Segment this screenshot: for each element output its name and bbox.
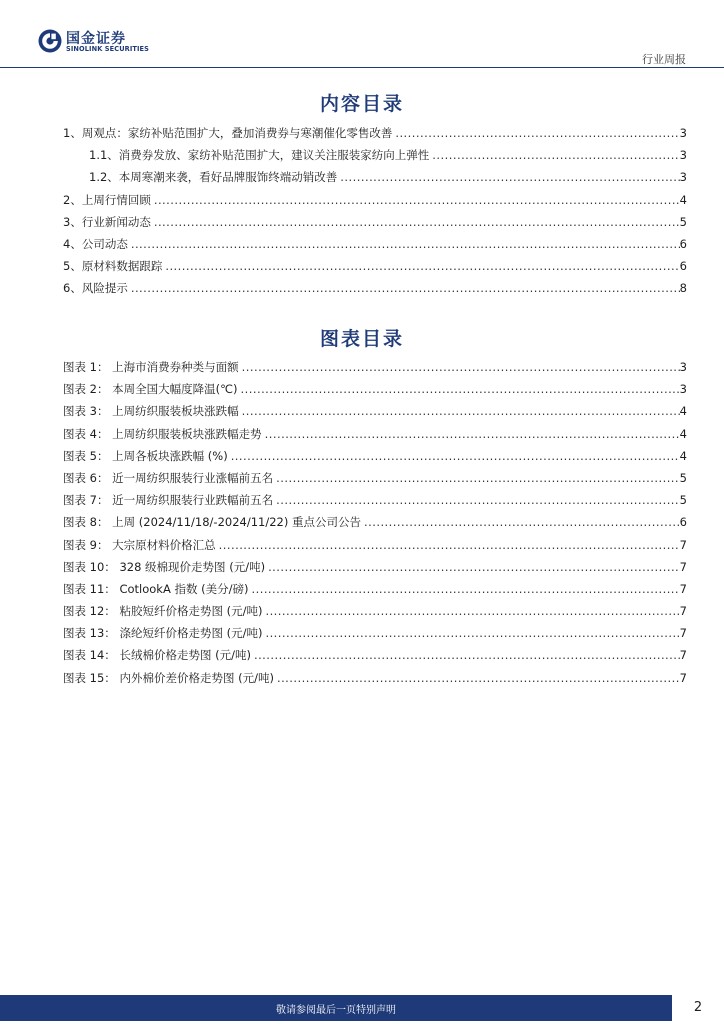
toc-entry-label: 3、行业新闻动态 [63, 214, 151, 229]
report-type-label: 行业周报 [642, 53, 686, 66]
figure-entry-page: 5 [679, 493, 687, 508]
toc-entry-page: 6 [679, 236, 687, 251]
figure-entry[interactable] [63, 625, 687, 647]
figure-entry-page: 4 [679, 404, 687, 419]
dot-leader [151, 193, 680, 207]
page-header [0, 0, 724, 68]
logo-chinese-name: 国金证券 [66, 31, 126, 47]
figure-entry[interactable] [63, 647, 687, 669]
figure-entry-page: 7 [679, 648, 687, 663]
figure-entry[interactable] [63, 470, 687, 492]
figure-entry[interactable] [63, 537, 687, 559]
figure-entry-label: 图表 9： 大宗原材料价格汇总 [63, 537, 216, 552]
toc-entry-page: 3 [679, 126, 687, 140]
figure-entry-label: 图表 2： 本周全国大幅度降温(℃) [63, 382, 238, 397]
toc-entry-label: 4、公司动态 [63, 236, 128, 251]
figure-entry-label: 图表 14： 长绒棉价格走势图 (元/吨) [63, 648, 251, 663]
dot-leader [273, 471, 680, 485]
dot-leader [361, 515, 680, 529]
figure-entry-label: 图表 10： 328 级棉现价走势图 (元/吨) [63, 559, 266, 574]
toc-entry-page: 5 [679, 214, 687, 229]
dot-leader [262, 427, 680, 441]
figure-entry-label: 图表 13： 涤纶短纤价格走势图 (元/吨) [63, 626, 263, 641]
dot-leader [239, 360, 680, 374]
figure-entry-page: 7 [679, 537, 687, 552]
logo-english-name: SINOLINK SECURITIES [66, 45, 149, 53]
figure-entry-page: 7 [679, 604, 687, 619]
dot-leader [262, 626, 679, 640]
figure-entry-page: 7 [679, 670, 687, 685]
dot-leader [265, 560, 680, 574]
toc-entry-page: 3 [679, 148, 687, 163]
figure-entry-page: 7 [679, 626, 687, 641]
dot-leader [128, 237, 680, 251]
dot-leader [262, 604, 679, 618]
figure-entry[interactable] [63, 603, 687, 625]
toc-entry[interactable] [63, 280, 687, 302]
toc-entry-page: 3 [679, 170, 687, 185]
figure-entry[interactable] [63, 426, 687, 448]
figure-entry-label: 图表 12： 粘胶短纤价格走势图 (元/吨) [63, 604, 263, 619]
toc-entry-page: 4 [679, 192, 687, 207]
toc-entry[interactable] [63, 192, 687, 214]
figure-entry[interactable] [63, 492, 687, 514]
contents-list [63, 125, 687, 303]
toc-entry-page: 8 [679, 281, 687, 296]
dot-leader [151, 215, 680, 229]
figure-entry-page: 4 [679, 448, 687, 463]
toc-entry[interactable] [63, 236, 687, 258]
toc-entry-label: 6、风险提示 [63, 281, 128, 296]
figure-entry-page: 6 [679, 515, 687, 530]
contents-title: 内容目录 [319, 93, 404, 115]
footer-bar [0, 995, 672, 1021]
figure-entry-label: 图表 6： 近一周纺织服装行业涨幅前五名 [63, 470, 274, 485]
figure-entry-page: 5 [679, 470, 687, 485]
dot-leader [274, 671, 680, 685]
figure-entry[interactable] [63, 448, 687, 470]
figure-entry-label: 图表 11： CotlookA 指数 (美分/磅) [63, 581, 249, 596]
company-logo [38, 27, 158, 57]
figure-entry-label: 图表 5： 上周各板块涨跌幅 (%) [63, 448, 228, 463]
toc-entry[interactable] [63, 258, 687, 280]
toc-entry-label: 1.2、本周寒潮来袭，看好品牌服饰终端动销改善 [89, 170, 338, 185]
sinolink-logo-icon [38, 29, 62, 53]
figure-entry[interactable] [63, 403, 687, 425]
figure-entry[interactable] [63, 381, 687, 403]
figure-entry-label: 图表 7： 近一周纺织服装行业跌幅前五名 [63, 493, 274, 508]
dot-leader [239, 404, 680, 418]
figure-entry-page: 7 [679, 581, 687, 596]
toc-entry[interactable] [63, 214, 687, 236]
toc-entry[interactable] [63, 147, 687, 169]
figure-entry[interactable] [63, 359, 687, 381]
figure-entry[interactable] [63, 559, 687, 581]
figures-list [63, 359, 687, 692]
dot-leader [248, 582, 679, 596]
figure-entry[interactable] [63, 581, 687, 603]
toc-entry-page: 6 [679, 259, 687, 274]
figure-entry-label: 图表 3： 上周纺织服装板块涨跌幅 [63, 404, 239, 419]
dot-leader [162, 259, 679, 273]
toc-entry-label: 2、上周行情回顾 [63, 192, 151, 207]
dot-leader [392, 126, 679, 140]
dot-leader [128, 281, 680, 295]
figure-entry-page: 4 [679, 426, 687, 441]
figure-entry-page: 7 [679, 559, 687, 574]
figure-entry-page: 3 [679, 360, 687, 374]
figure-entry-label: 图表 4： 上周纺织服装板块涨跌幅走势 [63, 426, 262, 441]
toc-entry[interactable] [63, 169, 687, 191]
figure-entry-page: 3 [679, 382, 687, 397]
dot-leader [273, 493, 680, 507]
dot-leader [238, 382, 680, 396]
page-number: 2 [693, 1000, 703, 1015]
figure-entry[interactable] [63, 670, 687, 692]
toc-entry-label: 1、周观点：家纺补贴范围扩大，叠加消费券与寒潮催化零售改善 [63, 126, 393, 140]
figure-entry-label: 图表 1： 上海市消费券种类与面额 [63, 360, 239, 374]
dot-leader [337, 170, 679, 184]
toc-entry-label: 1.1、消费券发放、家纺补贴范围扩大，建议关注服装家纺向上弹性 [89, 148, 430, 163]
dot-leader [228, 449, 680, 463]
dot-leader [429, 148, 679, 162]
toc-entry-label: 5、原材料数据跟踪 [63, 259, 163, 274]
header-divider [0, 67, 724, 68]
footer-disclaimer: 敬请参阅最后一页特别声明 [276, 1005, 396, 1016]
figures-title: 图表目录 [319, 328, 404, 350]
toc-entry[interactable] [63, 125, 687, 147]
dot-leader [251, 648, 680, 662]
figure-entry[interactable] [63, 514, 687, 536]
figure-entry-label: 图表 8： 上周 (2024/11/18/-2024/11/22) 重点公司公告 [63, 515, 361, 530]
dot-leader [216, 538, 680, 552]
figure-entry-label: 图表 15： 内外棉价差价格走势图 (元/吨) [63, 670, 274, 685]
